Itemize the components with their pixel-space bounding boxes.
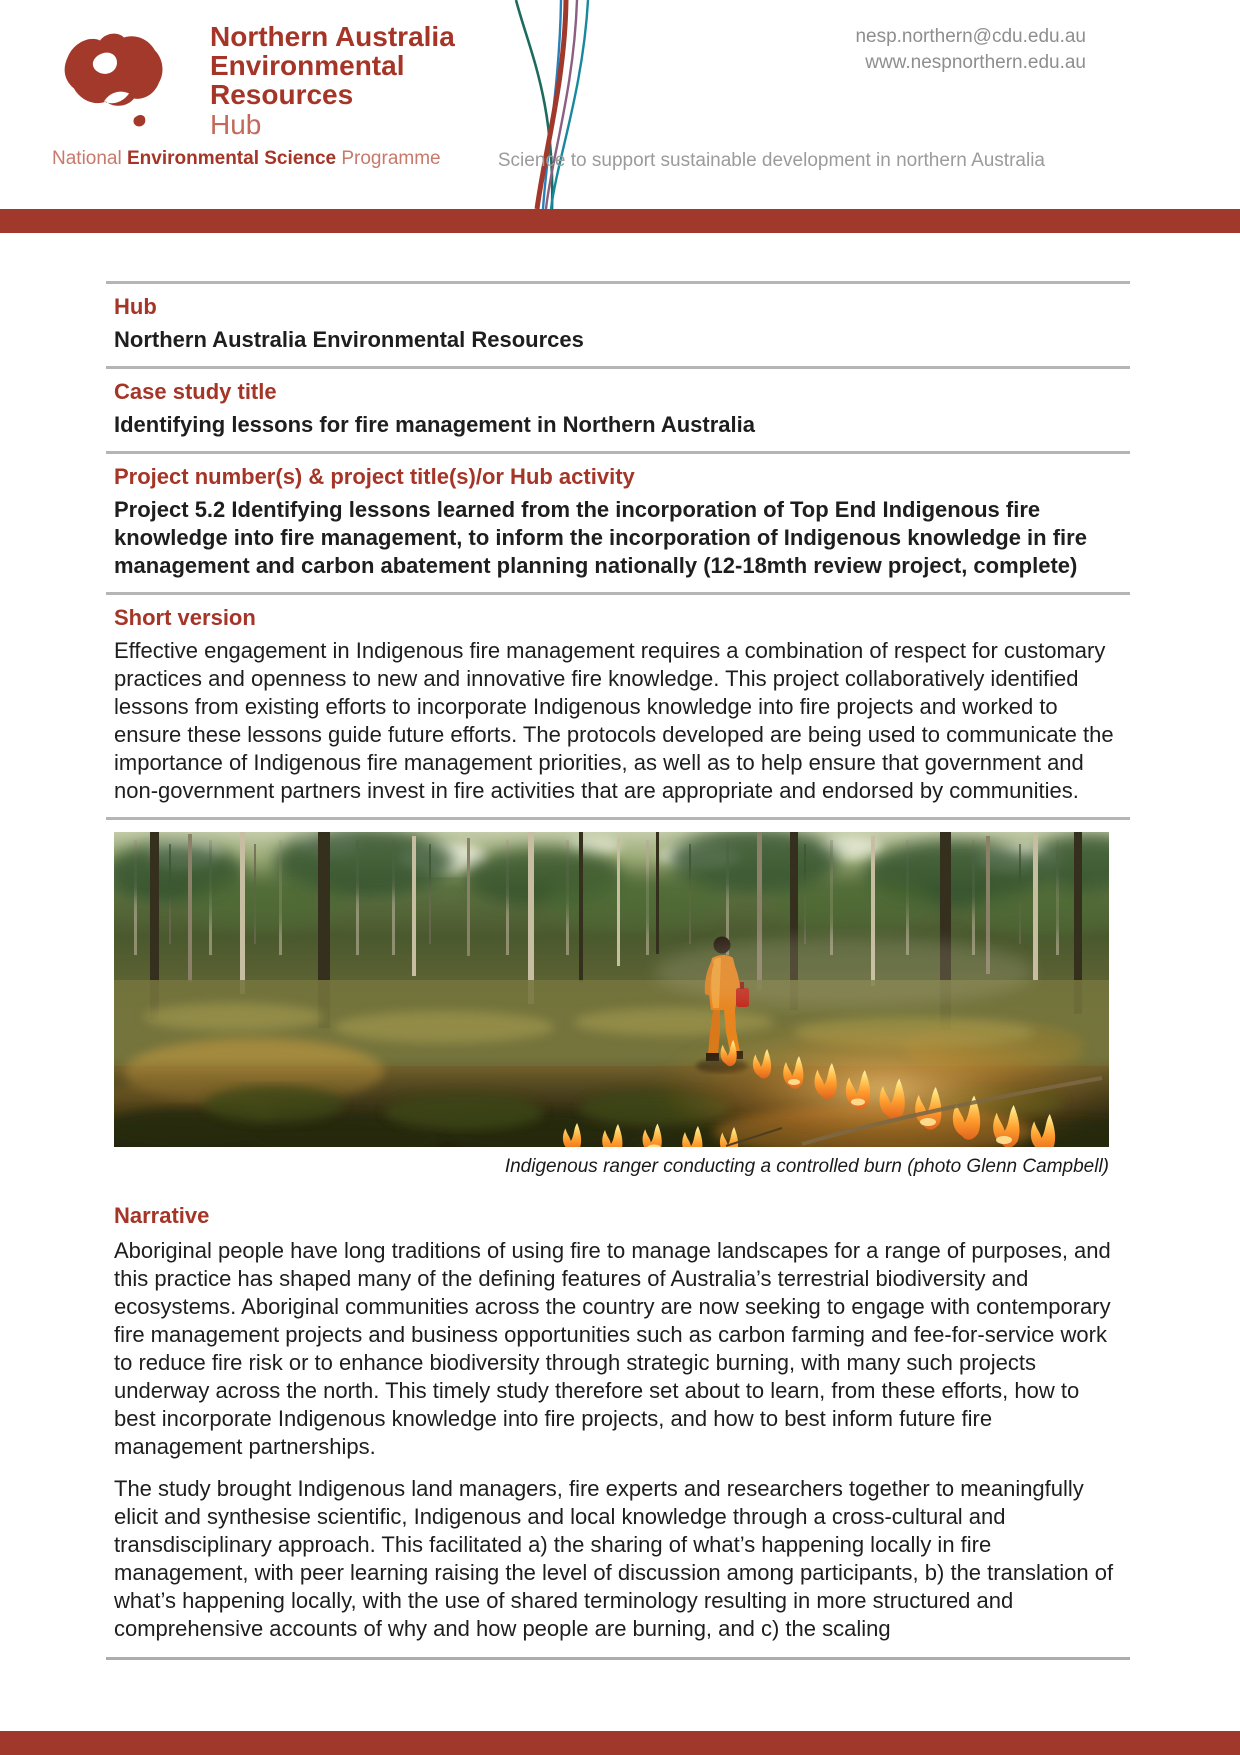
programme-tagline [52,148,441,170]
narrative-paragraph-2: The study brought Indigenous land managers, fire experts and researchers together to meaningfully elicit and synthesise scientific, Indigenous and local knowledge through a cross-cultural and transdisciplinary approach. This facilitated a) the sharing of what’s happening locally in fire management, with peer learning raising the level of discussion among participants, b) the translation of what’s happening locally, with the use of shared terminology resulting in more structured and comprehensive accounts of why and how people are burning, and c) the scaling [114,1476,1114,1641]
footer-red-bar [0,1731,1240,1755]
logo-wordmark [210,22,455,141]
nesp-hub-australia-logo-icon [52,14,182,144]
figure-controlled-burn [114,832,1122,1179]
logo-title [210,22,455,109]
section-value-case-study: Identifying lessons for fire management in Northern Australia [114,412,755,437]
contact-email[interactable]: nesp.northern@cdu.edu.au [855,26,1086,47]
narrative-paragraph-1: Aboriginal people have long traditions of using fire to manage landscapes for a range of purposes, and this practice has shaped many of the defining features of Australia’s terrestrial biodiversity and ecosystems. Aboriginal communities across the country are now seeking to engage with contemporary fire management projects and business opportunities such as carbon farming and fee-for-service work to reduce fire risk or to enhance biodiversity through strategic burning, with many such projects underway across the north. This timely study therefore set about to learn, from these efforts, how to best incorporate Indigenous knowledge into fire projects, and how to best inform future fire management partnerships. [114,1238,1111,1459]
header-red-bar [0,209,1240,233]
section-value-project: Project 5.2 Identifying lessons learned from the incorporation of Top End Indigenous fire knowledge into fire management, to inform the incorporation of Indigenous knowledge in fire management and carbon abatement planning nationally (12-18mth review project, complete) [114,497,1087,578]
bottom-divider [106,1657,1130,1660]
figure-row [106,817,1130,1179]
section-label-short-version: Short version [114,605,256,630]
programme-bold: Environmental Science [127,148,337,169]
decorative-ribbon-lines [505,0,605,209]
contact-block [855,24,1086,76]
section-case-study-title [106,366,1130,451]
section-label-narrative: Narrative [114,1203,210,1228]
section-short-version [106,592,1130,817]
photo-caption: Indigenous ranger conducting a controlled burn (photo Glenn Campbell) [504,1156,1109,1177]
section-label-case-study: Case study title [114,379,277,404]
section-narrative [106,1179,1130,1643]
logo-title-line3: Resources [210,79,354,110]
controlled-burn-photo [114,832,1109,1147]
logo-subtitle: Hub [210,109,262,140]
section-label-hub: Hub [114,294,157,319]
section-value-short-version: Effective engagement in Indigenous fire management requires a combination of respect for customary practices and openness to new and innovative fire knowledge. This project collaboratively identified lessons from existing efforts to incorporate Indigenous knowledge into fire projects and worked to ensure these lessons guide future efforts. The protocols developed are being used to communicate the importance of Indigenous fire management priorities, as well as to help ensure that government and non-government partners invest in fire activities that are appropriate and endorsed by communities. [114,638,1114,803]
logo-title-line2: Environmental [210,50,405,81]
science-tagline: Science to support sustainable development in northern Australia [497,150,1045,171]
section-project-number [106,451,1130,592]
logo-title-line1: Northern Australia [210,21,455,52]
section-value-hub: Northern Australia Environmental Resources [114,327,584,352]
programme-suffix: Programme [336,148,441,169]
programme-prefix: National [52,148,127,169]
contact-website[interactable]: www.nespnorthern.edu.au [865,52,1086,73]
section-hub [106,281,1130,366]
page-header [0,0,1240,209]
section-label-project: Project number(s) & project title(s)/or Hub activity [114,464,635,489]
document-body [106,233,1130,1660]
